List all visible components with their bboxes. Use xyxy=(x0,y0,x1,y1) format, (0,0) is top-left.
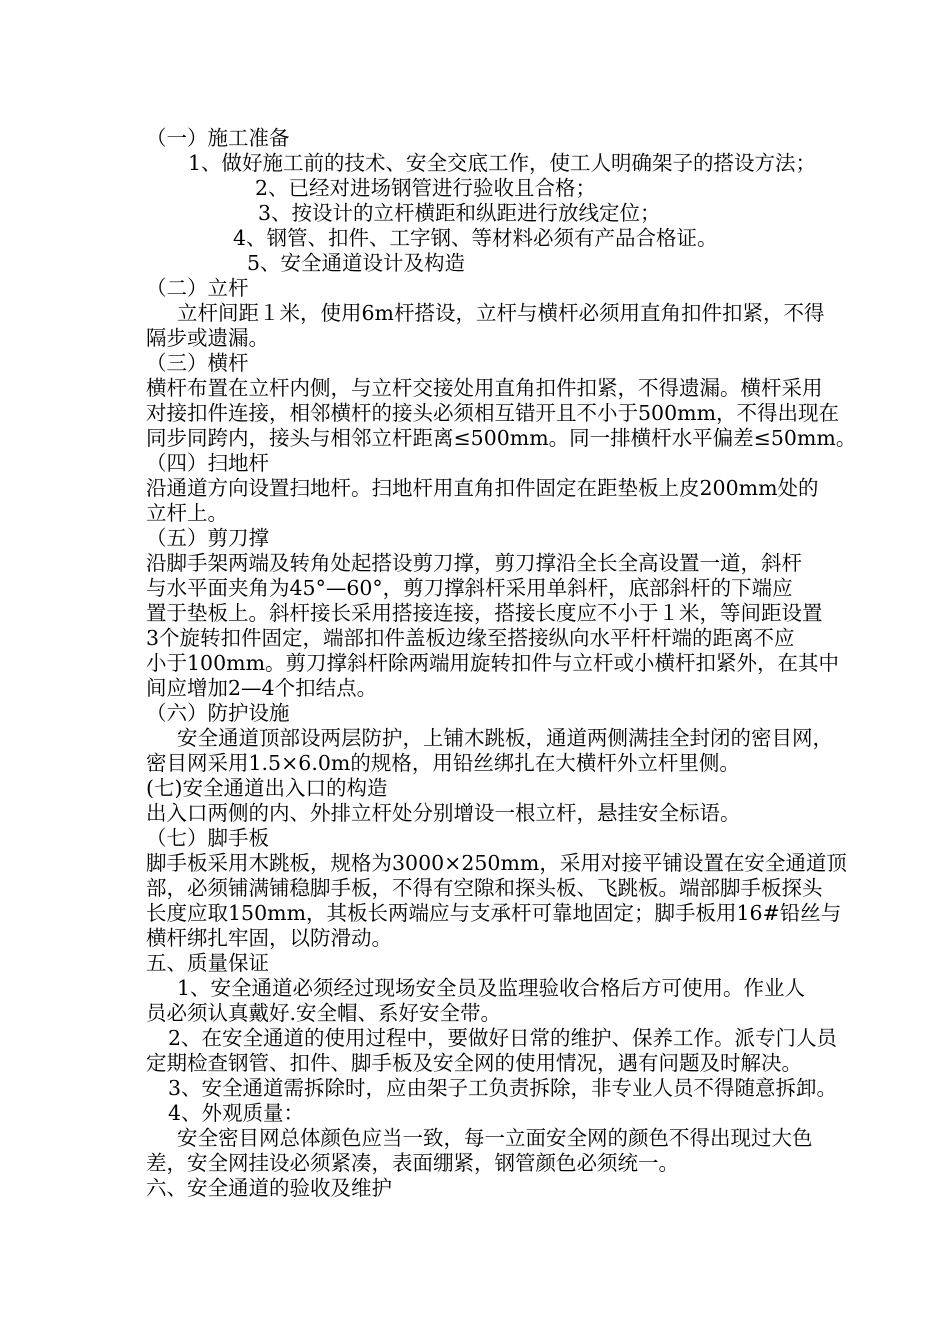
paragraph-line: 员必须认真戴好.安全帽、系好安全带。 xyxy=(146,1001,502,1025)
section-heading-preparation: （一）施工准备 xyxy=(146,126,290,150)
paragraph-line: 沿通道方向设置扫地杆。扫地杆用直角扣件固定在距垫板上皮200mm处的 xyxy=(146,476,819,500)
section-heading-acceptance: 六、安全通道的验收及维护 xyxy=(146,1176,392,1200)
section-heading-crossbar: （三）横杆 xyxy=(146,351,249,375)
paragraph-line: 定期检查钢管、扣件、脚手板及安全网的使用情况，遇有问题及时解决。 xyxy=(146,1051,802,1075)
list-item: 2、已经对进场钢管进行验收且合格； xyxy=(255,176,597,200)
section-heading-scaffold-board: （七）脚手板 xyxy=(146,826,269,850)
section-heading-quality: 五、质量保证 xyxy=(146,951,269,975)
paragraph-line: 安全通道顶部设两层防护，上铺木跳板，通道两侧满挂全封闭的密目网， xyxy=(177,726,833,750)
paragraph-line: 立杆上。 xyxy=(146,501,228,525)
paragraph-line: 对接扣件连接，相邻横杆的接头必须相互错开且不小于500mm，不得出现在 xyxy=(146,401,840,425)
section-heading-bracing: （五）剪刀撑 xyxy=(146,526,269,550)
paragraph-line: 密目网采用1.5×6.0m的规格，用铅丝绑扎在大横杆外立杆里侧。 xyxy=(146,751,740,775)
section-heading-sweep-pole: （四）扫地杆 xyxy=(146,451,269,475)
paragraph-line: 小于100mm。剪刀撑斜杆除两端用旋转扣件与立杆或小横杆扣紧外，在其中 xyxy=(146,651,840,675)
list-item: 5、安全通道设计及构造 xyxy=(247,251,466,275)
paragraph-line: 1、安全通道必须经过现场安全员及监理验收合格后方可使用。作业人 xyxy=(177,976,806,1000)
paragraph-line: 4、外观质量： xyxy=(168,1101,305,1125)
paragraph-line: 长度应取150mm，其板长两端应与支承杆可靠地固定；脚手板用16#铅丝与 xyxy=(146,901,842,925)
paragraph-line: 出入口两侧的内、外排立杆处分别增设一根立杆，悬挂安全标语。 xyxy=(146,801,741,825)
paragraph-line: 隔步或遗漏。 xyxy=(146,326,269,350)
paragraph-line: 脚手板采用木跳板，规格为3000×250mm，采用对接平铺设置在安全通道顶 xyxy=(146,851,847,875)
paragraph-line: 差，安全网挂设必须紧凑，表面绷紧，钢管颜色必须统一。 xyxy=(146,1151,679,1175)
paragraph-line: 立杆间距１米，使用6m杆搭设，立杆与横杆必须用直角扣件扣紧，不得 xyxy=(177,301,825,325)
paragraph-line: 2、在安全通道的使用过程中，要做好日常的维护、保养工作。派专门人员 xyxy=(168,1026,838,1050)
paragraph-line: 3个旋转扣件固定，端部扣件盖板边缘至搭接纵向水平杆杆端的距离不应 xyxy=(146,626,795,650)
section-heading-upright-pole: （二）立杆 xyxy=(146,276,249,300)
paragraph-line: 3、安全通道需拆除时，应由架子工负责拆除，非专业人员不得随意拆卸。 xyxy=(168,1076,838,1100)
paragraph-line: 同步同跨内，接头与相邻立杆距离≤500mm。同一排横杆水平偏差≤50mm。 xyxy=(146,426,857,450)
paragraph-line: 间应增加2—4个扣结点。 xyxy=(146,676,378,700)
list-item: 3、按设计的立杆横距和纵距进行放线定位； xyxy=(258,201,661,225)
paragraph-line: 横杆布置在立杆内侧，与立杆交接处用直角扣件扣紧，不得遗漏。横杆采用 xyxy=(146,376,823,400)
paragraph-line: 与水平面夹角为45°—60°，剪刀撑斜杆采用单斜杆，底部斜杆的下端应 xyxy=(146,576,793,600)
paragraph-line: 部，必须铺满铺稳脚手板，不得有空隙和探头板、飞跳板。端部脚手板探头 xyxy=(146,876,823,900)
paragraph-line: 沿脚手架两端及转角处起搭设剪刀撑，剪刀撑沿全长全高设置一道，斜杆 xyxy=(146,551,802,575)
paragraph-line: 安全密目网总体颜色应当一致，每一立面安全网的颜色不得出现过大色 xyxy=(177,1126,813,1150)
list-item: 1、做好施工前的技术、安全交底工作，使工人明确架子的搭设方法； xyxy=(188,151,817,175)
paragraph-line: 置于垫板上。斜杆接长采用搭接连接，搭接长度应不小于１米，等间距设置 xyxy=(146,601,823,625)
section-heading-entrance: (七)安全通道出入口的构造 xyxy=(146,776,388,800)
section-heading-protection: （六）防护设施 xyxy=(146,701,290,725)
list-item: 4、钢管、扣件、工字钢、等材料必须有产品合格证。 xyxy=(233,226,718,250)
paragraph-line: 横杆绑扎牢固，以防滑动。 xyxy=(146,926,392,950)
